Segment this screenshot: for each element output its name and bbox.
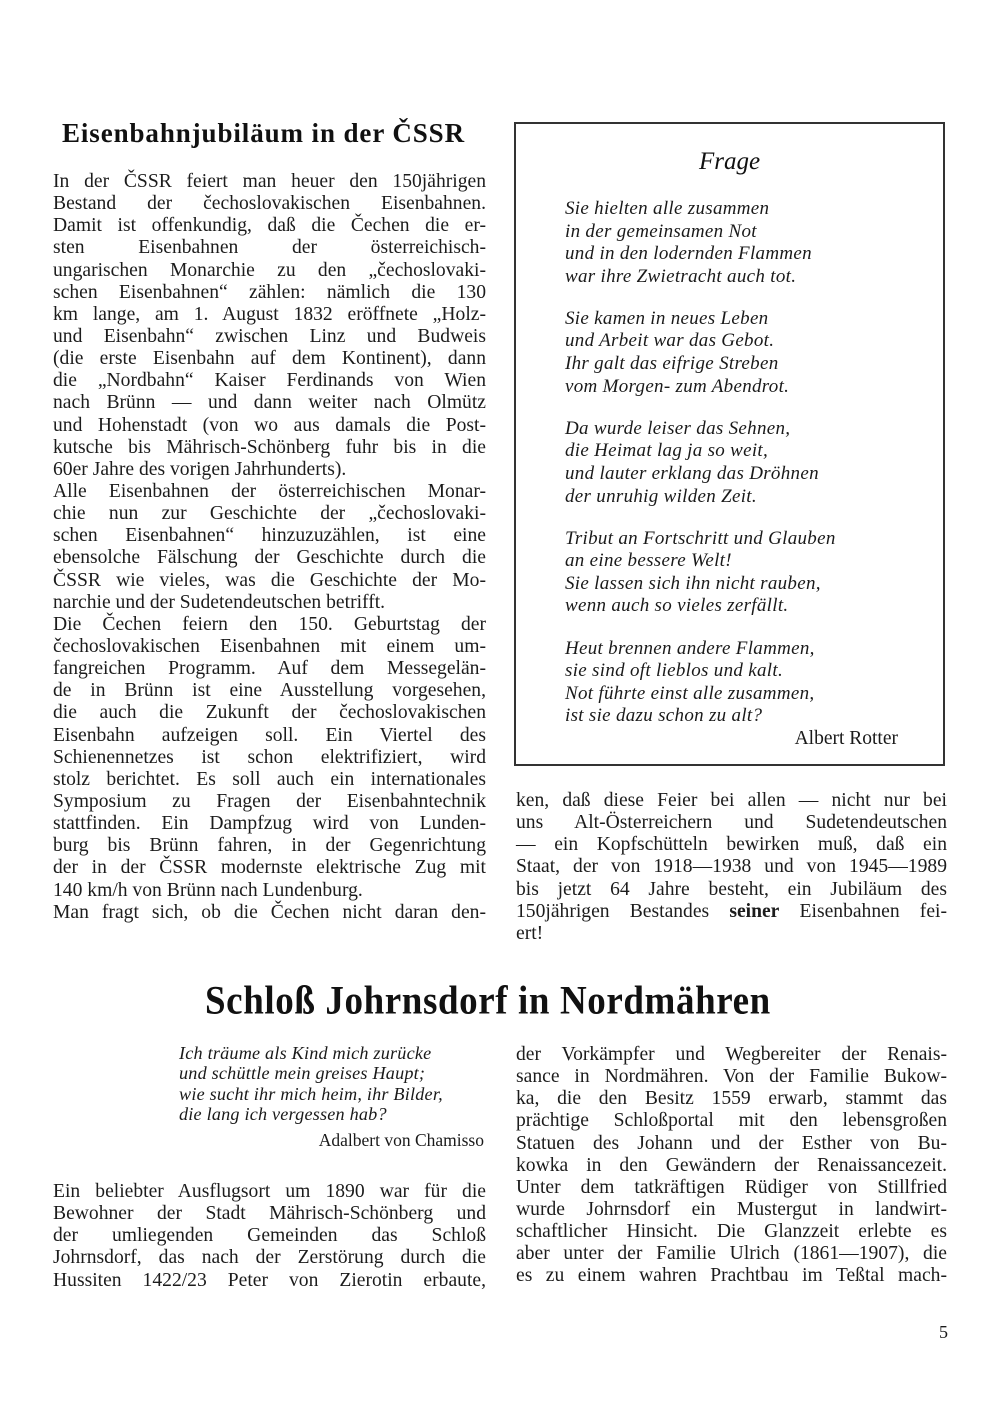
text-line: sance in Nordmähren. Von der Familie Bukow- <box>516 1066 947 1088</box>
verse-line: die lang ich vergessen hab? <box>179 1103 387 1124</box>
text-line: 140 km/h von Brünn nach Lundenburg. <box>53 879 363 901</box>
verse-line: Sie hielten alle zusammen <box>565 198 770 219</box>
poem-stanza <box>565 308 836 398</box>
poem-body <box>565 198 836 728</box>
text-line: Unter dem tatkräftigen Rüdiger von Stillfried <box>516 1176 947 1198</box>
text-line: Alle Eisenbahnen der österreichischen Monar- <box>53 480 486 502</box>
motto-poem <box>179 1043 443 1124</box>
article1-right-column <box>516 790 947 945</box>
text-line: schen Eisenbahnen“ hinzuzuzählen, ist eine <box>53 525 486 547</box>
verse-line: und lauter erklang das Dröhnen <box>565 462 819 484</box>
verse-line: Not führte einst alle zusammen, <box>565 682 815 704</box>
poem-stanza <box>565 638 836 728</box>
text-line: sten Eisenbahnen der österreichisch- <box>53 237 486 259</box>
verse-line: Da wurde leiser das Sehnen, <box>565 417 791 439</box>
text-line: ČSSR wie vieles, was die Geschichte der Mo- <box>53 569 486 591</box>
motto-author: Adalbert von Chamisso <box>318 1130 484 1150</box>
text-line: kutsche bis Mährisch-Schönberg fuhr bis in die <box>53 436 486 458</box>
text-line: es zu einem wahren Prachtbau im Teßtal mach- <box>516 1265 947 1287</box>
text-line: ka, die den Besitz 1559 erwarb, stammt das <box>516 1088 947 1110</box>
article2-left-column <box>53 1181 486 1292</box>
verse-line: die Heimat lag ja so weit, <box>565 440 769 462</box>
text-line: wurde Johrnsdorf ein Mustergut in landwirt- <box>516 1198 947 1220</box>
text-line: Damit ist offenkundig, daß die Čechen die er- <box>53 215 486 237</box>
text-line: stattfinden. Ein Dampfzug wird von Lunden- <box>53 813 486 835</box>
text-line: die auch die Zukunft der čechoslovakischen <box>53 702 486 724</box>
article1-left-column <box>53 171 486 924</box>
text-line: Bewohner der Stadt Mährisch-Schönberg und <box>53 1203 486 1225</box>
text-fragment: Eisenbahnen fei- <box>779 900 947 922</box>
emphasis-seiner: seiner <box>729 900 780 922</box>
article2-right-column <box>516 1044 947 1288</box>
verse-line: Heut brennen andere Flammen, <box>565 637 815 659</box>
text-line: nach Brünn — und dann weiter nach Olmütz <box>53 392 486 414</box>
text-line: und Hohenstadt (von wo aus damals die Post- <box>53 414 486 436</box>
verse-line: und Arbeit war das Gebot. <box>565 330 775 352</box>
text-line: stolz berichtet. Es soll auch ein internationales <box>53 768 486 790</box>
text-line: 60er Jahre des vorigen Jahrhunderts). <box>53 458 347 480</box>
text-line: und Eisenbahn“ zwischen Linz und Budweis <box>53 325 486 347</box>
article-title-schloss-johrnsdorf: Schloß Johrnsdorf in Nordmähren <box>205 979 771 1024</box>
poem-box <box>514 122 945 766</box>
text-line: bis jetzt 64 Jahre besteht, ein Jubiläum des <box>516 878 947 900</box>
verse-line: wie sucht ihr mich heim, ihr Bilder, <box>179 1083 443 1104</box>
verse-line: Sie kamen in neues Leben <box>565 307 769 329</box>
text-line: der umliegenden Gemeinden das Schloß <box>53 1225 486 1247</box>
verse-line: Ihr galt das eifrige Streben <box>565 353 779 375</box>
article-title-eisenbahnjubilaeum: Eisenbahnjubiläum in der ČSSR <box>62 118 465 148</box>
text-line: — ein Kopfschütteln bewirken muß, daß ein <box>516 834 947 856</box>
poem-stanza <box>565 198 836 288</box>
text-line: prächtige Schloßportal mit den lebensgroßen <box>516 1110 947 1132</box>
text-line: uns Alt-Österreichern und Sudetendeutschen <box>516 812 947 834</box>
verse-line: der unruhig wilden Zeit. <box>565 485 757 507</box>
verse-line: sie sind oft lieblos und kalt. <box>565 660 783 682</box>
text-line: čechoslovakischen Eisenbahnen mit einem um- <box>53 635 486 657</box>
text-line: ert! <box>516 922 544 944</box>
poem-title: Frage <box>698 148 761 175</box>
text-line: burg bis Brünn fahren, in der Gegenrichtung <box>53 835 486 857</box>
page-number: 5 <box>939 1322 948 1342</box>
text-line <box>516 901 947 923</box>
text-line: der in der ČSSR modernste elektrische Zug mit <box>53 857 486 879</box>
text-line: die „Nordbahn“ Kaiser Ferdinands von Wien <box>53 370 486 392</box>
text-line: Staat, der von 1918—1938 und von 1945—1989 <box>516 856 947 878</box>
text-line: Schienennetzes ist schon elektrifiziert, wird <box>53 746 486 768</box>
text-line: Symposium zu Fragen der Eisenbahntechnik <box>53 790 486 812</box>
text-line: der Vorkämpfer und Wegbereiter der Renais- <box>516 1044 947 1065</box>
text-line: de in Brünn ist eine Ausstellung vorgesehen, <box>53 680 486 702</box>
text-line: Ein beliebter Ausflugsort um 1890 war für die <box>53 1181 486 1202</box>
poem-stanza <box>565 528 836 618</box>
text-line: schaftlicher Hinsicht. Die Glanzzeit erlebte es <box>516 1221 947 1243</box>
poem-author: Albert Rotter <box>794 728 898 749</box>
verse-line: wenn auch so vieles zerfällt. <box>565 595 789 617</box>
text-line: Man fragt sich, ob die Čechen nicht daran den- <box>53 901 486 923</box>
text-line: Statuen des Johann und der Esther von Bu- <box>516 1132 947 1154</box>
verse-line: Sie lassen sich ihn nicht rauben, <box>565 572 821 594</box>
text-line: kowka in den Gewändern der Renaissancezeit. <box>516 1154 947 1176</box>
text-line: ebensolche Fälschung der Geschichte durch die <box>53 547 486 569</box>
text-line: ungarischen Monarchie zu den „čechoslovaki- <box>53 259 486 281</box>
text-line: aber unter der Familie Ulrich (1861—1907), die <box>516 1243 947 1265</box>
text-line: (die erste Eisenbahn auf dem Kontinent), dann <box>53 348 486 370</box>
verse-line: Tribut an Fortschritt und Glauben <box>565 527 836 549</box>
text-line: Hussiten 1422/23 Peter von Zierotin erbaute, <box>53 1269 486 1291</box>
poem-stanza <box>565 418 836 508</box>
verse-line: war ihre Zwietracht auch tot. <box>565 265 797 287</box>
text-line: Bestand der čechoslovakischen Eisenbahnen. <box>53 193 486 215</box>
text-fragment: 150jährigen Bestandes <box>516 900 730 922</box>
text-line: In der ČSSR feiert man heuer den 150jährigen <box>53 171 486 192</box>
verse-line: ist sie dazu schon zu alt? <box>565 705 763 727</box>
text-line: Die Čechen feiern den 150. Geburtstag der <box>53 613 486 635</box>
verse-line: und schüttle mein greises Haupt; <box>179 1063 426 1084</box>
text-line: km lange, am 1. August 1832 eröffnete „Holz- <box>53 303 486 325</box>
verse-line: Ich träume als Kind mich zurücke <box>179 1043 432 1063</box>
text-line: narchie und der Sudetendeutschen betrifft. <box>53 591 386 613</box>
verse-line: in der gemeinsamen Not <box>565 220 757 242</box>
text-line: chie nun zur Geschichte der „čechoslovaki- <box>53 503 486 525</box>
verse-line: an eine bessere Welt! <box>565 550 732 572</box>
text-line: Johrnsdorf, das nach der Zerstörung durch die <box>53 1247 486 1269</box>
verse-line: und in den lodernden Flammen <box>565 243 812 265</box>
text-line: ken, daß diese Feier bei allen — nicht nur bei <box>516 790 947 811</box>
text-line: fangreichen Programm. Auf dem Messegelän- <box>53 658 486 680</box>
verse-line: vom Morgen- zum Abendrot. <box>565 375 790 397</box>
text-line: schen Eisenbahnen“ zählen: nämlich die 130 <box>53 281 486 303</box>
text-line: Eisenbahn aufzeigen soll. Ein Viertel des <box>53 724 486 746</box>
